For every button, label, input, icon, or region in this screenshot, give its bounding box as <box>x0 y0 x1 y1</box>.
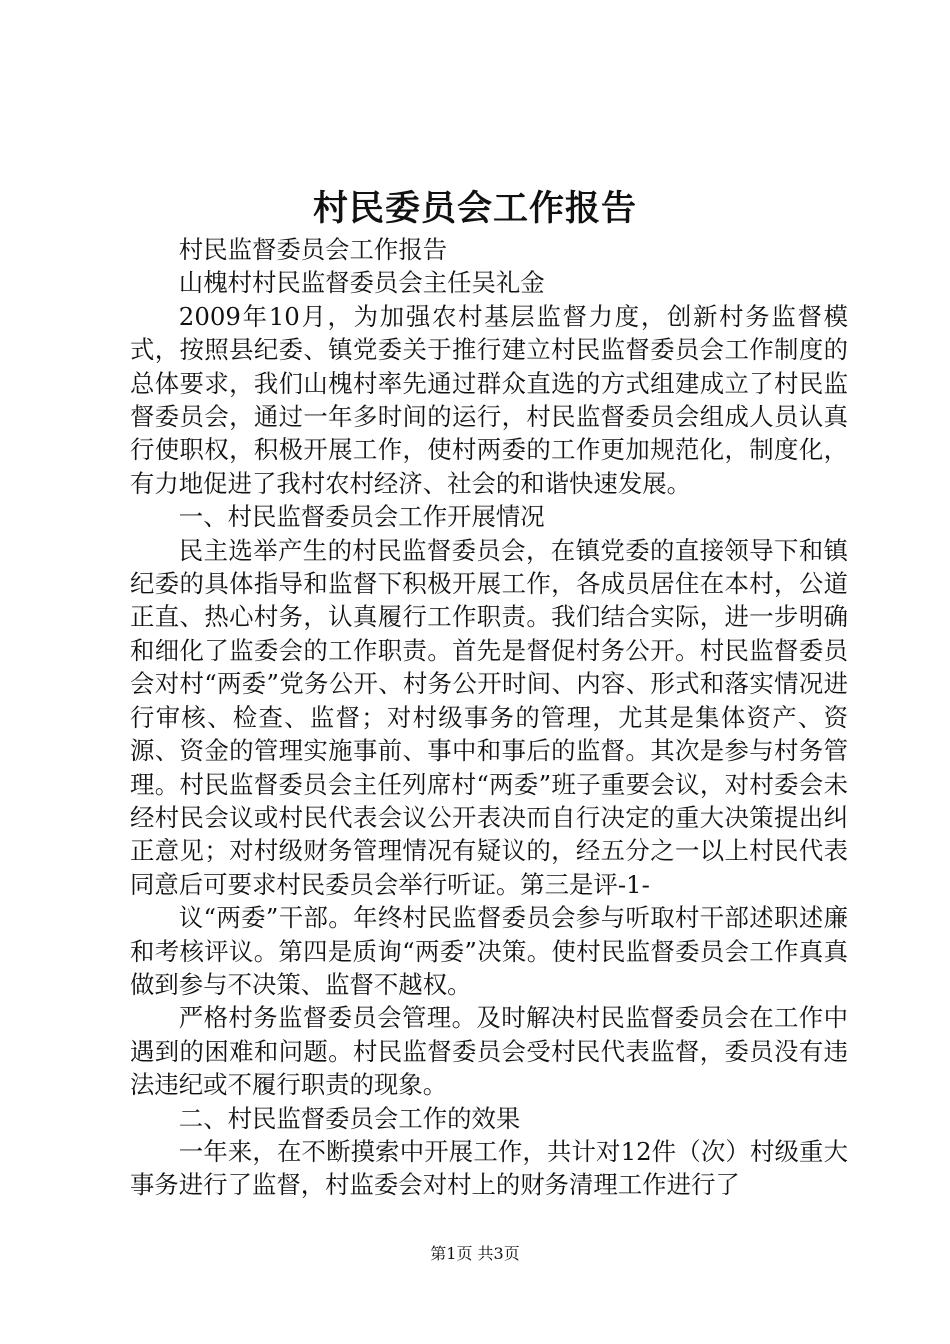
paragraph-management: 严格村务监督委员会管理。及时解决村民监督委员会在工作中遇到的困难和问题。村民监督委员会受村民代表监督，委员没有违法违纪或不履行职责的现象。 <box>130 1003 848 1100</box>
section-heading-2: 二、村民监督委员会工作的效果 <box>178 1103 521 1133</box>
section-heading-1: 一、村民监督委员会工作开展情况 <box>178 502 545 532</box>
page-footer: 第1页 共3页 <box>430 1244 520 1263</box>
paragraph-report-heading: 村民监督委员会工作报告 <box>178 235 448 264</box>
paragraph-work-status: 民主选举产生的村民监督委员会，在镇党委的直接领导下和镇纪委的具体指导和监督下积极开展工作，各成员居住在本村，公道正直、热心村务，认真履行工作职责。我们结合实际，进一步明确和细化了监委会的工作职责。首先是督促村务公开。村民监督委员会对村“两委”党务公开、村务公开时间、内容、形式和落实情况进行审核、检查、监督；对村级事务的管理，尤其是集体资产、资源、资金的管理实施事前、事中和事后的监督。其次是参与村务管理。村民监督委员会主任列席村“两委”班子重要会议，对村委会未经村民会议或村民代表会议公开表决而自行决定的重大决策提出纠正意见；对村级财务管理情况有疑议的，经五分之一以上村民代表同意后可要求村民委员会举行听证。第三是评-1- <box>130 535 848 899</box>
paragraph-results: 一年来，在不断摸索中开展工作，共计对12件（次）村级重大事务进行了监督，村监委会对村上的财务清理工作进行了 <box>130 1136 848 1200</box>
paragraph-introduction: 2009年10月，为加强农村基层监督力度，创新村务监督模式，按照县纪委、镇党委关于推行建立村民监督委员会工作制度的总体要求，我们山槐村率先通过群众直选的方式组建成立了村民监督委员会，通过一年多时间的运行，村民监督委员会组成人员认真行使职权，积极开展工作，使村两委的工作更加规范化，制度化，有力地促进了我村农村经济、社会的和谐快速发展。 <box>130 301 848 498</box>
document-title: 村民委员会工作报告 <box>312 188 637 229</box>
document-body <box>130 233 848 1202</box>
paragraph-evaluation: 议“两委”干部。年终村民监督委员会参与听取村干部述职述廉和考核评议。第四是质询“两委”决策。使村民监督委员会工作真真做到参与不决策、监督不越权。 <box>130 903 848 999</box>
paragraph-author-line: 山槐村村民监督委员会主任吴礼金 <box>178 268 545 298</box>
